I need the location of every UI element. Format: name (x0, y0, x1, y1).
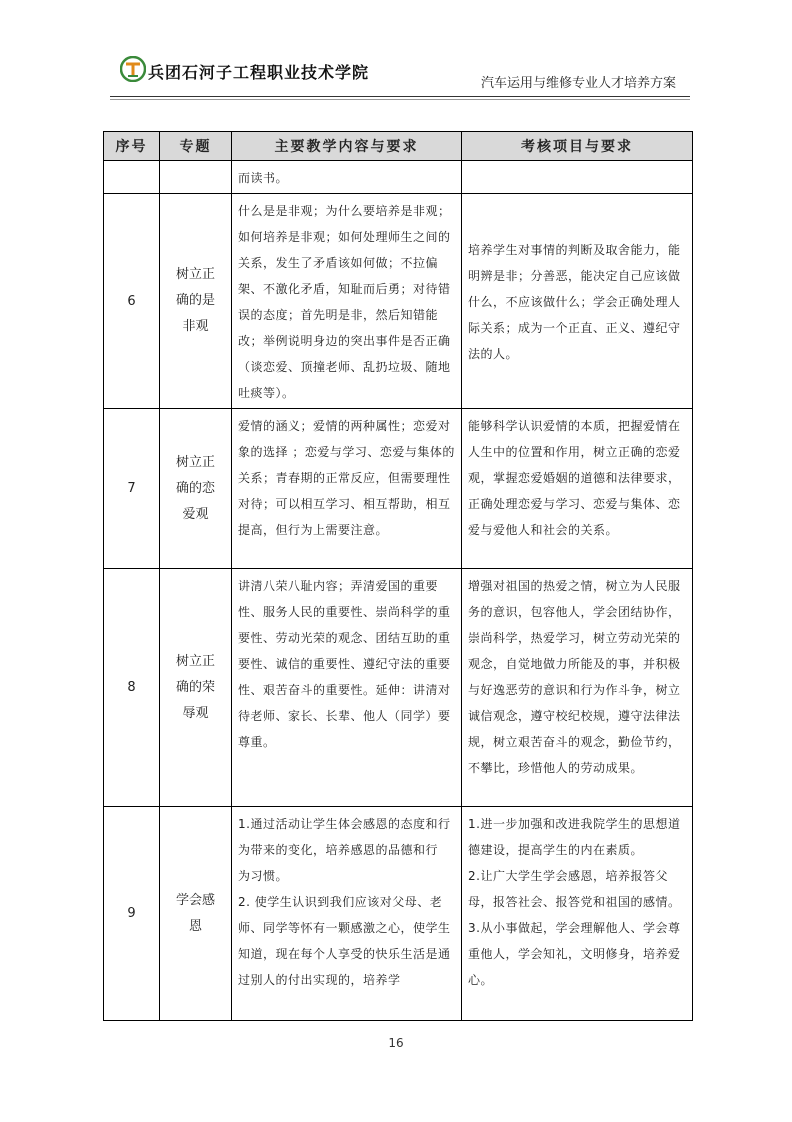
assessment-paragraph: 2.让广大学生学会感恩，培养报答父母，报答社会、报答党和祖国的感情。 (468, 869, 681, 909)
row-content (232, 569, 462, 807)
row-number: 9 (104, 807, 160, 1021)
row-topic (160, 569, 232, 807)
row-number: 7 (104, 409, 160, 569)
table-row (104, 409, 693, 569)
assessment-paragraph: 能够科学认识爱情的本质，把握爱情在人生中的位置和作用，树立正确的恋爱观，掌握恋爱婚姻的道德和法律要求，正确处理恋爱与学习、恋爱与集体、恋爱与爱他人和社会的关系。 (468, 419, 681, 537)
row-content (232, 161, 462, 194)
row-topic (160, 194, 232, 409)
content-paragraph: 什么是是非观；为什么要培养是非观；如何培养是非观；如何处理师生之间的关系，发生了矛盾该如何做；不拉偏架、不激化矛盾，知耻而后勇；对待错误的态度；首先明是非，然后知错能改；举例说明身边的突出事件是否正确（谈恋爱、顶撞老师、乱扔垃圾、随地吐痰等）。 (238, 204, 451, 400)
content-paragraph: 1.通过活动让学生体会感恩的态度和行为带来的变化，培养感恩的品德和行 (238, 817, 451, 857)
page-header (110, 52, 690, 100)
row-number: 6 (104, 194, 160, 409)
header-rule-secondary (110, 99, 690, 100)
header-cell-number: 序号 (104, 132, 160, 161)
row-content (232, 409, 462, 569)
row-topic (160, 807, 232, 1021)
school-logo-icon (120, 56, 146, 82)
curriculum-table (103, 131, 693, 1021)
content-paragraph: 为习惯。 (238, 869, 289, 883)
row-number (104, 161, 160, 194)
header-cell-assessment: 考核项目与要求 (462, 132, 693, 161)
row-number: 8 (104, 569, 160, 807)
content-paragraph: 而读书。 (238, 171, 289, 185)
row-assessment (462, 569, 693, 807)
row-assessment (462, 807, 693, 1021)
content-paragraph: 2. 使学生认识到我们应该对父母、老师、同学等怀有一颗感激之心，使学生知道，现在每个人享受的快乐生活是通过别人的付出实现的，培养学 (238, 895, 451, 987)
table-row (104, 161, 693, 194)
row-content (232, 807, 462, 1021)
row-content (232, 194, 462, 409)
row-topic-text: 树立正确的恋爱观 (175, 454, 215, 522)
assessment-paragraph: 1.进一步加强和改进我院学生的思想道德建设，提高学生的内在素质。 (468, 817, 681, 857)
row-assessment (462, 161, 693, 194)
header-cell-topic: 专题 (160, 132, 232, 161)
header-rule (110, 96, 690, 97)
row-assessment (462, 194, 693, 409)
assessment-paragraph: 3.从小事做起，学会理解他人、学会尊重他人，学会知礼，文明修身，培养爱心。 (468, 921, 681, 987)
content-paragraph: 讲清八荣八耻内容；弄清爱国的重要性、服务人民的重要性、崇尚科学的重要性、劳动光荣的观念、团结互助的重要性、诚信的重要性、遵纪守法的重要性、艰苦奋斗的重要性。延伸：讲清对待老师、家长、长辈、他人（同学）要尊重。 (238, 579, 451, 749)
row-topic-text: 学会感恩 (175, 892, 215, 934)
content-paragraph: 爱情的涵义；爱情的两种属性；恋爱对象的选择 ；恋爱与学习、恋爱与集体的关系；青春期的正常反应，但需要理性对待；可以相互学习、相互帮助，相互提高，但行为上需要注意。 (238, 419, 455, 537)
page-number: 16 (388, 1036, 404, 1050)
document-title: 汽车运用与维修专业人才培养方案 (480, 76, 676, 91)
row-topic-text: 树立正确的是非观 (175, 267, 215, 334)
table-row (104, 807, 693, 1021)
school-name: 兵团石河子工程职业技术学院 (148, 63, 370, 82)
table-header-row (104, 132, 693, 161)
table-row (104, 569, 693, 807)
assessment-paragraph: 培养学生对事情的判断及取舍能力，能明辨是非；分善恶，能决定自己应该做什么，不应该做什么；学会正确处理人际关系；成为一个正直、正义、遵纪守法的人。 (468, 243, 681, 361)
table-row (104, 194, 693, 409)
header-cell-content: 主要教学内容与要求 (232, 132, 462, 161)
row-topic (160, 409, 232, 569)
row-topic-text: 树立正确的荣辱观 (175, 653, 215, 721)
assessment-paragraph: 增强对祖国的热爱之情，树立为人民服务的意识，包容他人，学会团结协作，崇尚科学，热爱学习，树立劳动光荣的观念，自觉地做力所能及的事，并积极与好逸恶劳的意识和行为作斗争，树立诚信观念，遵守校纪校规，遵守法律法规，树立艰苦奋斗的观念，勤俭节约，不攀比，珍惜他人的劳动成果。 (468, 579, 681, 775)
row-topic (160, 161, 232, 194)
row-assessment (462, 409, 693, 569)
